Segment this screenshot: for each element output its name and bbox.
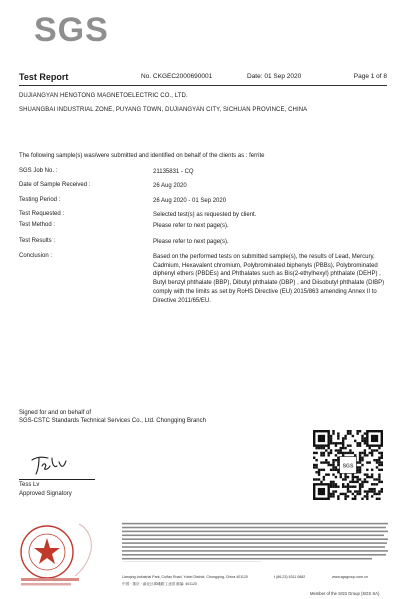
footer-terms-text-lines — [122, 522, 390, 562]
footer-phone: t (86-23) 6311 0882 — [274, 575, 306, 579]
qr-center-label: SGS — [342, 463, 354, 470]
signatory-name: Tess Lv — [19, 482, 40, 488]
field-label: Test Results : — [19, 238, 56, 244]
signature-line — [19, 479, 95, 480]
report-title: Test Report — [19, 72, 69, 82]
client-address: SHUANGBAI INDUSTRIAL ZONE, PUYANG TOWN, DUJIANGYAN CITY, SICHUAN PROVINCE, CHINA — [19, 107, 308, 113]
signed-line-2: SGS-CSTC Standards Technical Services Co., Ltd. Chongqing Branch — [19, 418, 206, 424]
field-value: 21135831 - CQ — [153, 169, 194, 175]
header-divider — [19, 85, 387, 86]
field-value: 26 Aug 2020 - 01 Sep 2020 — [153, 198, 227, 204]
footer-address-en: Lianqing Industrial Park, Cuifao Road, Yubei District, Chongqing, China 401120 — [122, 575, 248, 579]
field-value: Selected test(s) as requested by client. — [153, 212, 257, 218]
field-label: Testing Period : — [19, 197, 61, 203]
report-date: Date: 01 Sep 2020 — [247, 73, 302, 80]
field-value: 26 Aug 2020 — [153, 183, 187, 189]
field-label: Date of Sample Received : — [19, 182, 91, 188]
footer-web: www.sgsgroup.com.cn — [332, 575, 368, 579]
footer-address-cn: 中国 · 重庆 · 渝北区翠峨路工业园 邮编: 401120 — [122, 582, 198, 586]
field-label: Test Requested : — [19, 211, 65, 217]
signed-on-behalf — [19, 409, 206, 425]
sgs-member-note: Member of the SGS Group (SGS SA) — [310, 591, 380, 596]
field-label: Test Method : — [19, 222, 56, 228]
signed-line-1: Signed for and on behalf of — [19, 410, 92, 416]
field-value: Please refer to next page(s). — [153, 223, 229, 229]
sgs-logo — [34, 10, 132, 50]
signatory-title: Approved Signatory — [19, 490, 72, 497]
logo-text: SGS — [34, 11, 109, 49]
qr-code — [313, 430, 383, 500]
field-label: Conclusion : — [19, 253, 53, 259]
footer-terms — [122, 522, 390, 564]
certification-seal — [17, 520, 99, 590]
client-name: DUJIANGYAN HENGTONG MAGNETOELECTRIC CO., LTD. — [19, 93, 188, 99]
field-value: Based on the performed tests on submitted sample(s), the results of Lead, Mercury, Cadmium, Hexavalent chromium, Polybrominated biphenyls (PBBs), Polybrominated diphenyl ethers (PBDEs) and Phthalates such as Bis(2-ethylhexyl) phthalate (DEHP) , Butyl benzyl phthalate (BBP), Dibutyl phthalate (DBP) , and Diisobutyl phthalate (DIBP) comply with the limits as set by RoHS Directive (EU) 2015/863 amending Annex II to Directive 2011/65/EU. — [153, 254, 385, 304]
intro-statement: The following sample(s) was/were submitted and identified on behalf of the clients as : ferrite — [19, 153, 265, 159]
handwritten-signature — [30, 452, 74, 478]
field-value: Please refer to next page(s). — [153, 239, 229, 245]
page-indicator: Page 1 of 8 — [353, 73, 387, 80]
report-number: No. CKGEC2000690001 — [141, 73, 213, 80]
report-header — [19, 72, 387, 84]
signatory-block — [19, 481, 72, 498]
field-label: SGS Job No. : — [19, 168, 58, 174]
